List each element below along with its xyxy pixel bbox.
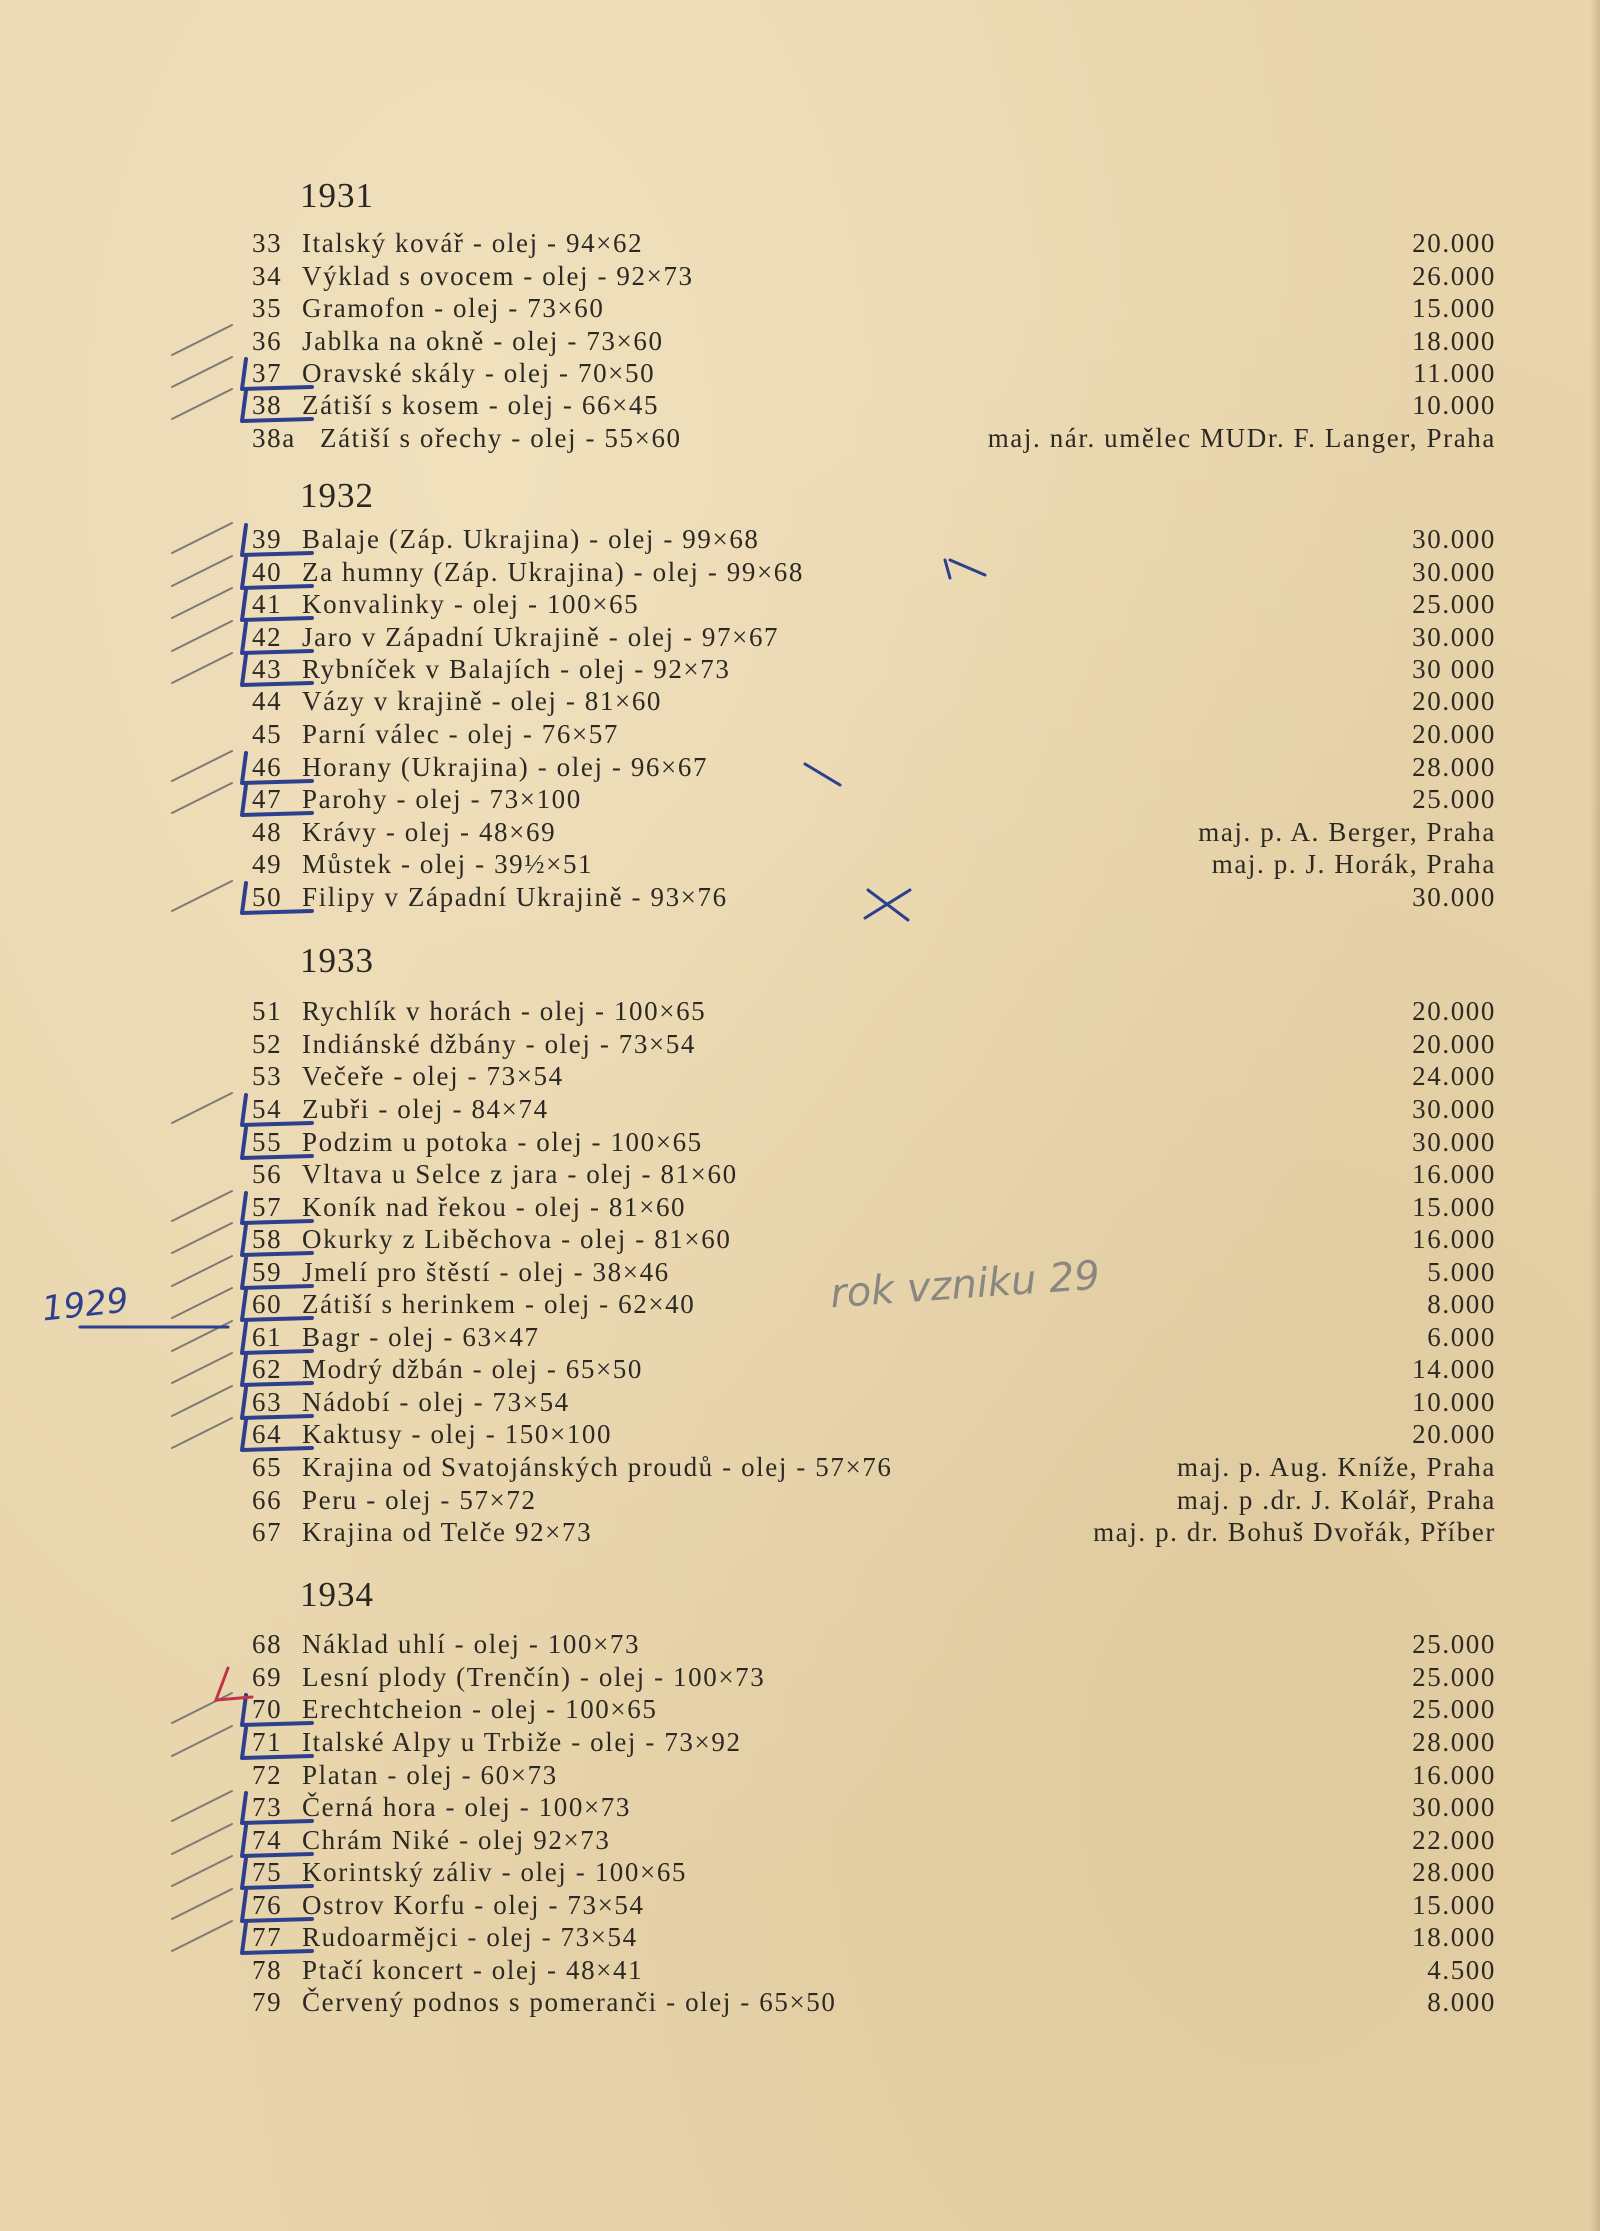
blue-bracket-mark — [242, 391, 312, 421]
painting-title: Bagr - olej - 63×47 — [302, 1322, 540, 1352]
price-value: 22.000 — [1412, 1825, 1496, 1855]
tick-mark-40 — [945, 560, 985, 578]
price-value: 25.000 — [1412, 784, 1496, 814]
painting-title: Kaktusy - olej - 150×100 — [302, 1419, 613, 1449]
painting-title: Peru - olej - 57×72 — [302, 1485, 537, 1515]
price-value: 30 000 — [1412, 654, 1496, 684]
painting-title: Můstek - olej - 39½×51 — [302, 849, 594, 879]
item-number: 50 — [252, 882, 283, 912]
item-number: 58 — [252, 1224, 283, 1254]
pencil-tick-mark — [172, 1418, 232, 1448]
pencil-tick-mark — [172, 1386, 232, 1416]
price-value: 11.000 — [1413, 358, 1496, 388]
margin-year-annotation: 1929 — [40, 1280, 131, 1330]
item-number: 47 — [252, 784, 283, 814]
owner-note: maj. p. dr. Bohuš Dvořák, Příber — [1093, 1517, 1496, 1547]
painting-title: Italský kovář - olej - 94×62 — [302, 228, 644, 258]
price-value: 20.000 — [1412, 686, 1496, 716]
item-number: 45 — [252, 719, 283, 749]
blue-bracket-mark — [242, 1695, 312, 1725]
price-value: 20.000 — [1412, 719, 1496, 749]
price-value: 6.000 — [1427, 1322, 1496, 1352]
item-number: 75 — [252, 1857, 283, 1887]
price-value: 25.000 — [1412, 589, 1496, 619]
pencil-tick-mark — [172, 751, 232, 781]
year-heading: 1934 — [300, 1575, 374, 1614]
painting-title: Ptačí koncert - olej - 48×41 — [302, 1955, 644, 1985]
painting-title: Indiánské džbány - olej - 73×54 — [302, 1029, 696, 1059]
pencil-tick-mark — [172, 1824, 232, 1854]
item-number: 35 — [252, 293, 283, 323]
item-number: 37 — [252, 358, 283, 388]
price-value: 20.000 — [1412, 1419, 1496, 1449]
owner-note: maj. p. A. Berger, Praha — [1198, 817, 1496, 847]
painting-title: Červený podnos s pomeranči - olej - 65×50 — [302, 1987, 837, 2017]
price-value: 14.000 — [1412, 1354, 1496, 1384]
owner-note: maj. p. J. Horák, Praha — [1211, 849, 1496, 879]
painting-title: Filipy v Západní Ukrajině - 93×76 — [302, 882, 728, 912]
price-value: 28.000 — [1412, 752, 1496, 782]
pencil-tick-mark — [172, 1093, 232, 1123]
item-number: 64 — [252, 1419, 283, 1449]
item-number: 33 — [252, 228, 283, 258]
item-number: 76 — [252, 1890, 283, 1920]
item-number: 55 — [252, 1127, 283, 1157]
price-value: 25.000 — [1412, 1694, 1496, 1724]
price-value: 16.000 — [1412, 1159, 1496, 1189]
painting-title: Zubři - olej - 84×74 — [302, 1094, 549, 1124]
pencil-tick-mark — [172, 783, 232, 813]
pencil-tick-mark — [172, 1256, 232, 1286]
price-value: 28.000 — [1412, 1727, 1496, 1757]
pencil-tick-mark — [172, 357, 232, 387]
price-value: 30.000 — [1412, 622, 1496, 652]
year-heading: 1931 — [300, 176, 374, 215]
price-value: 30.000 — [1412, 882, 1496, 912]
price-value: 30.000 — [1412, 1094, 1496, 1124]
blue-bracket-mark — [242, 883, 312, 913]
painting-title: Korintský záliv - olej - 100×65 — [302, 1857, 688, 1887]
painting-title: Krávy - olej - 48×69 — [302, 817, 557, 847]
price-value: 24.000 — [1412, 1061, 1496, 1091]
item-number: 79 — [252, 1987, 283, 2017]
item-number: 38 — [252, 390, 283, 420]
price-value: 20.000 — [1412, 1029, 1496, 1059]
item-number: 49 — [252, 849, 283, 879]
painting-title: Konvalinky - olej - 100×65 — [302, 589, 640, 619]
price-value: 30.000 — [1412, 524, 1496, 554]
blue-bracket-mark — [242, 1858, 312, 1888]
pencil-tick-mark — [172, 1191, 232, 1221]
price-value: 5.000 — [1427, 1257, 1496, 1287]
item-number: 52 — [252, 1029, 283, 1059]
price-value: 25.000 — [1412, 1662, 1496, 1692]
price-value: 26.000 — [1412, 261, 1496, 291]
blue-bracket-mark — [242, 753, 312, 783]
price-value: 10.000 — [1412, 1387, 1496, 1417]
pencil-tick-mark — [172, 1856, 232, 1886]
item-number: 54 — [252, 1094, 283, 1124]
pencil-tick-mark — [172, 1726, 232, 1756]
item-number: 66 — [252, 1485, 283, 1515]
painting-title: Ostrov Korfu - olej - 73×54 — [302, 1890, 645, 1920]
blue-bracket-mark — [242, 655, 312, 685]
item-number: 67 — [252, 1517, 283, 1547]
item-number: 43 — [252, 654, 283, 684]
item-number: 63 — [252, 1387, 283, 1417]
painting-title: Balaje (Záp. Ukrajina) - olej - 99×68 — [302, 524, 760, 554]
blue-bracket-mark — [242, 1420, 312, 1450]
pencil-tick-mark — [172, 588, 232, 618]
painting-title: Horany (Ukrajina) - olej - 96×67 — [302, 752, 709, 782]
painting-title: Zátiší s kosem - olej - 66×45 — [302, 390, 660, 420]
price-value: 8.000 — [1427, 1987, 1496, 2017]
item-number: 42 — [252, 622, 283, 652]
blue-bracket-mark — [242, 558, 312, 588]
item-number: 53 — [252, 1061, 283, 1091]
painting-title: Italské Alpy u Trbiže - olej - 73×92 — [302, 1727, 742, 1757]
pencil-tick-mark — [172, 1353, 232, 1383]
blue-bracket-mark — [242, 785, 312, 815]
item-number: 51 — [252, 996, 283, 1026]
pencil-tick-mark — [172, 1223, 232, 1253]
blue-bracket-mark — [242, 1225, 312, 1255]
painting-title: Večeře - olej - 73×54 — [302, 1061, 564, 1091]
painting-title: Zátiší s ořechy - olej - 55×60 — [320, 423, 682, 453]
blue-bracket-mark — [242, 1388, 312, 1418]
blue-bracket-mark — [242, 1258, 312, 1288]
price-value: 15.000 — [1412, 1192, 1496, 1222]
item-number: 70 — [252, 1694, 283, 1724]
painting-title: Rychlík v horách - olej - 100×65 — [302, 996, 707, 1026]
item-number: 36 — [252, 326, 283, 356]
item-number: 65 — [252, 1452, 283, 1482]
price-value: 10.000 — [1412, 390, 1496, 420]
painting-title: Krajina od Telče 92×73 — [302, 1517, 593, 1547]
item-number: 60 — [252, 1289, 283, 1319]
pencil-tick-mark — [172, 389, 232, 419]
price-value: 30.000 — [1412, 1127, 1496, 1157]
painting-title: Jmelí pro štěstí - olej - 38×46 — [302, 1257, 670, 1287]
year-heading: 1932 — [300, 476, 374, 515]
price-value: 16.000 — [1412, 1224, 1496, 1254]
item-number: 72 — [252, 1760, 283, 1790]
item-number: 74 — [252, 1825, 283, 1855]
painting-title: Okurky z Liběchova - olej - 81×60 — [302, 1224, 732, 1254]
blue-bracket-mark — [242, 1355, 312, 1385]
painting-title: Vázy v krajině - olej - 81×60 — [302, 686, 663, 716]
item-number: 77 — [252, 1922, 283, 1952]
painting-title: Za humny (Záp. Ukrajina) - olej - 99×68 — [302, 557, 804, 587]
pencil-tick-mark — [172, 653, 232, 683]
price-value: 15.000 — [1412, 1890, 1496, 1920]
price-value: 25.000 — [1412, 1629, 1496, 1659]
painting-title: Zátiší s herinkem - olej - 62×40 — [302, 1289, 696, 1319]
item-number: 56 — [252, 1159, 283, 1189]
item-number: 78 — [252, 1955, 283, 1985]
painting-title: Erechtcheion - olej - 100×65 — [302, 1694, 658, 1724]
painting-title: Koník nad řekou - olej - 81×60 — [302, 1192, 687, 1222]
painting-title: Chrám Niké - olej 92×73 — [302, 1825, 611, 1855]
painting-title: Jablka na okně - olej - 73×60 — [302, 326, 664, 356]
item-number: 34 — [252, 261, 283, 291]
price-value: 18.000 — [1412, 1922, 1496, 1952]
item-number: 40 — [252, 557, 283, 587]
painting-title: Rudoarmějci - olej - 73×54 — [302, 1922, 638, 1952]
pencil-tick-mark — [172, 523, 232, 553]
painting-title: Platan - olej - 60×73 — [302, 1760, 558, 1790]
price-value: 30.000 — [1412, 557, 1496, 587]
price-value: 15.000 — [1412, 293, 1496, 323]
pencil-tick-mark — [172, 325, 232, 355]
pencil-tick-mark — [172, 1288, 232, 1318]
blue-bracket-mark — [242, 590, 312, 620]
blue-bracket-mark — [242, 1095, 312, 1125]
blue-bracket-mark — [242, 1891, 312, 1921]
tick-mark-46 — [805, 764, 840, 785]
pencil-tick-mark — [172, 621, 232, 651]
pencil-tick-mark — [172, 1889, 232, 1919]
pencil-tick-mark — [172, 1921, 232, 1951]
item-number: 46 — [252, 752, 283, 782]
item-number: 48 — [252, 817, 283, 847]
item-number: 68 — [252, 1629, 283, 1659]
blue-bracket-mark — [242, 1923, 312, 1953]
item-number: 44 — [252, 686, 283, 716]
item-number: 71 — [252, 1727, 283, 1757]
painting-title: Vltava u Selce z jara - olej - 81×60 — [302, 1159, 738, 1189]
price-value: 28.000 — [1412, 1857, 1496, 1887]
price-value: 20.000 — [1412, 996, 1496, 1026]
painting-title: Jaro v Západní Ukrajině - olej - 97×67 — [302, 622, 780, 652]
painting-title: Oravské skály - olej - 70×50 — [302, 358, 656, 388]
pencil-tick-mark — [172, 1693, 232, 1723]
pencil-tick-mark — [172, 556, 232, 586]
price-value: 20.000 — [1412, 228, 1496, 258]
owner-note: maj. p .dr. J. Kolář, Praha — [1176, 1485, 1496, 1515]
item-number: 59 — [252, 1257, 283, 1287]
painting-title: Gramofon - olej - 73×60 — [302, 293, 605, 323]
painting-title: Podzim u potoka - olej - 100×65 — [302, 1127, 703, 1157]
cross-mark-50 — [865, 890, 910, 920]
painting-title: Lesní plody (Trenčín) - olej - 100×73 — [302, 1662, 766, 1692]
blue-bracket-mark — [242, 1290, 312, 1320]
price-value: 30.000 — [1412, 1792, 1496, 1822]
item-number: 38a — [252, 423, 296, 453]
painting-title: Náklad uhlí - olej - 100×73 — [302, 1629, 641, 1659]
painting-title: Parní válec - olej - 76×57 — [302, 719, 619, 749]
item-number: 69 — [252, 1662, 283, 1692]
blue-bracket-mark — [242, 1193, 312, 1223]
blue-bracket-mark — [242, 1826, 312, 1856]
blue-bracket-mark — [242, 1323, 312, 1353]
blue-bracket-mark — [242, 1793, 312, 1823]
painting-title: Modrý džbán - olej - 65×50 — [302, 1354, 644, 1384]
painting-title: Nádobí - olej - 73×54 — [302, 1387, 570, 1417]
owner-note: maj. nár. umělec MUDr. F. Langer, Praha — [987, 423, 1496, 453]
year-heading: 1933 — [300, 941, 374, 980]
painting-title: Rybníček v Balajích - olej - 92×73 — [302, 654, 731, 684]
item-number: 57 — [252, 1192, 283, 1222]
blue-bracket-mark — [242, 1728, 312, 1758]
item-number: 39 — [252, 524, 283, 554]
blue-bracket-mark — [242, 1128, 312, 1158]
item-number: 41 — [252, 589, 283, 619]
owner-note: maj. p. Aug. Kníže, Praha — [1177, 1452, 1496, 1482]
blue-bracket-mark — [242, 525, 312, 555]
price-value: 4.500 — [1427, 1955, 1496, 1985]
pencil-tick-mark — [172, 881, 232, 911]
blue-bracket-mark — [242, 359, 312, 389]
painting-title: Krajina od Svatojánských proudů - olej - 57×76 — [302, 1452, 893, 1482]
item-number: 62 — [252, 1354, 283, 1384]
price-value: 16.000 — [1412, 1760, 1496, 1790]
painting-title: Parohy - olej - 73×100 — [302, 784, 582, 814]
item-number: 73 — [252, 1792, 283, 1822]
pencil-note-annotation: rok vzniku 29 — [828, 1252, 1102, 1318]
price-value: 8.000 — [1427, 1289, 1496, 1319]
painting-title: Výklad s ovocem - olej - 92×73 — [302, 261, 694, 291]
price-value: 18.000 — [1412, 326, 1496, 356]
item-number: 61 — [252, 1322, 283, 1352]
pencil-tick-mark — [172, 1791, 232, 1821]
blue-bracket-mark — [242, 623, 312, 653]
painting-title: Černá hora - olej - 100×73 — [302, 1792, 631, 1822]
